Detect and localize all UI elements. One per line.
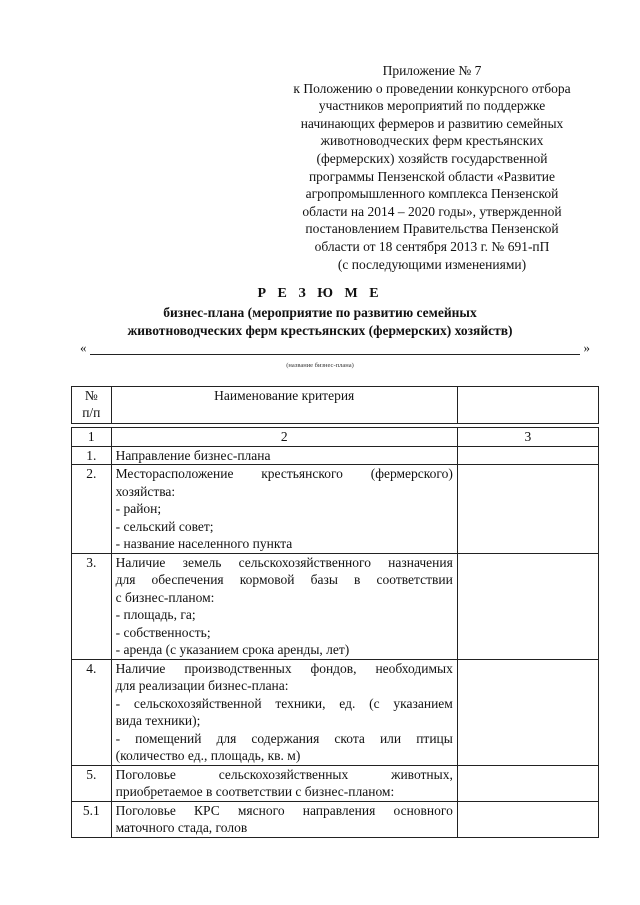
- appendix-line: (фермерских) хозяйств государственной: [316, 150, 548, 166]
- appendix-header: [272, 62, 592, 273]
- criterion-cell: [111, 659, 457, 765]
- value-cell[interactable]: [457, 446, 598, 465]
- value-cell[interactable]: [457, 553, 598, 659]
- appendix-line: области от 18 сентября 2013 г. № 691-пП: [314, 238, 550, 254]
- row-number: 2.: [72, 465, 112, 554]
- table-row: [72, 446, 599, 465]
- criterion-line: для обеспечения кормовой базы в соответствии: [115, 572, 453, 587]
- row-number: 1.: [72, 446, 112, 465]
- business-plan-caption: (название бизнес-плана): [286, 362, 354, 369]
- criterion-line: Направление бизнес-плана: [115, 447, 271, 463]
- criterion-line: приобретаемое в соответствии с бизнес-планом:: [115, 784, 395, 799]
- header-number-line: №: [84, 388, 98, 403]
- criterion-line: - сельский совет;: [115, 518, 214, 534]
- subtitle-line: бизнес-плана (мероприятие по развитию семейных: [163, 305, 477, 320]
- table-row: [72, 801, 599, 837]
- row-number: 3.: [72, 553, 112, 659]
- criterion-line: (количество ед., площадь, кв. м): [115, 748, 301, 763]
- appendix-line: участников мероприятий по поддержке: [318, 98, 546, 114]
- close-quote: »: [583, 340, 590, 355]
- row-number: 4.: [72, 659, 112, 765]
- header-number-line: п/п: [82, 405, 101, 420]
- criterion-line: Наличие производственных фондов, необходимых: [115, 660, 453, 676]
- criterion-line: - помещений для содержания скота или птицы: [115, 730, 453, 746]
- appendix-line: к Положению о проведении конкурсного отбора: [293, 80, 571, 96]
- criterion-line: - площадь, га;: [115, 607, 196, 622]
- table-row: [72, 465, 599, 554]
- criterion-cell: [111, 465, 457, 554]
- table-header-row: [72, 387, 599, 424]
- appendix-line: области на 2014 – 2020 годы», утвержденной: [302, 203, 562, 219]
- criterion-line: - район;: [115, 501, 162, 516]
- row-number: 5.1: [72, 801, 112, 837]
- column-number: 1: [72, 428, 112, 447]
- criterion-line: Поголовье сельскохозяйственных животных,: [115, 766, 453, 782]
- criterion-line: для реализации бизнес-плана:: [115, 678, 289, 693]
- criterion-line: с бизнес-планом:: [115, 589, 215, 605]
- appendix-line: животноводческих ферм крестьянских: [320, 133, 544, 149]
- criterion-cell: [111, 553, 457, 659]
- criterion-line: Поголовье КРС мясного направления основного: [115, 802, 453, 818]
- criterion-line: вида техники);: [115, 713, 201, 728]
- column-number-row: [72, 428, 599, 447]
- business-plan-name-field: [80, 340, 590, 358]
- value-cell[interactable]: [457, 465, 598, 554]
- document-subtitle: [0, 304, 640, 340]
- value-cell[interactable]: [457, 801, 598, 837]
- value-cell[interactable]: [457, 659, 598, 765]
- table-row: [72, 659, 599, 765]
- value-cell[interactable]: [457, 765, 598, 801]
- table-row: [72, 765, 599, 801]
- appendix-line: агропромышленного комплекса Пензенской: [305, 186, 559, 202]
- appendix-line: постановлением Правительства Пензенской: [305, 221, 559, 237]
- criterion-line: маточного стада, голов: [115, 820, 248, 835]
- subtitle-line: животноводческих ферм крестьянских (фермерских) хозяйств): [127, 323, 513, 338]
- column-number: 3: [457, 428, 598, 447]
- criteria-table: [71, 386, 599, 838]
- fill-in-line: [90, 354, 580, 355]
- appendix-line: начинающих фермеров и развитию семейных: [300, 115, 564, 131]
- criterion-line: хозяйства:: [115, 483, 176, 499]
- table-row: [72, 553, 599, 659]
- row-number: 5.: [72, 765, 112, 801]
- criterion-line: - аренда (с указанием срока аренды, лет): [115, 642, 350, 657]
- criterion-line: Месторасположение крестьянского (фермерского): [115, 466, 453, 481]
- criterion-cell: [111, 765, 457, 801]
- appendix-line: Приложение № 7: [382, 63, 482, 78]
- header-criterion: Наименование критерия: [111, 387, 457, 424]
- criterion-cell: [111, 446, 457, 465]
- document-title: Р Е З Ю М Е: [257, 286, 383, 301]
- criterion-line: - название населенного пункта: [115, 536, 293, 551]
- header-number: [72, 387, 112, 424]
- criterion-line: Наличие земель сельскохозяйственного назначения: [115, 554, 453, 570]
- appendix-line: (с последующими изменениями): [337, 256, 527, 272]
- column-number: 2: [111, 428, 457, 447]
- criterion-line: - сельскохозяйственной техники, ед. (с указанием: [115, 695, 453, 711]
- criterion-line: - собственность;: [115, 624, 211, 640]
- appendix-line: программы Пензенской области «Развитие: [308, 168, 556, 184]
- criterion-cell: [111, 801, 457, 837]
- open-quote: «: [80, 340, 87, 355]
- header-value: [457, 387, 598, 424]
